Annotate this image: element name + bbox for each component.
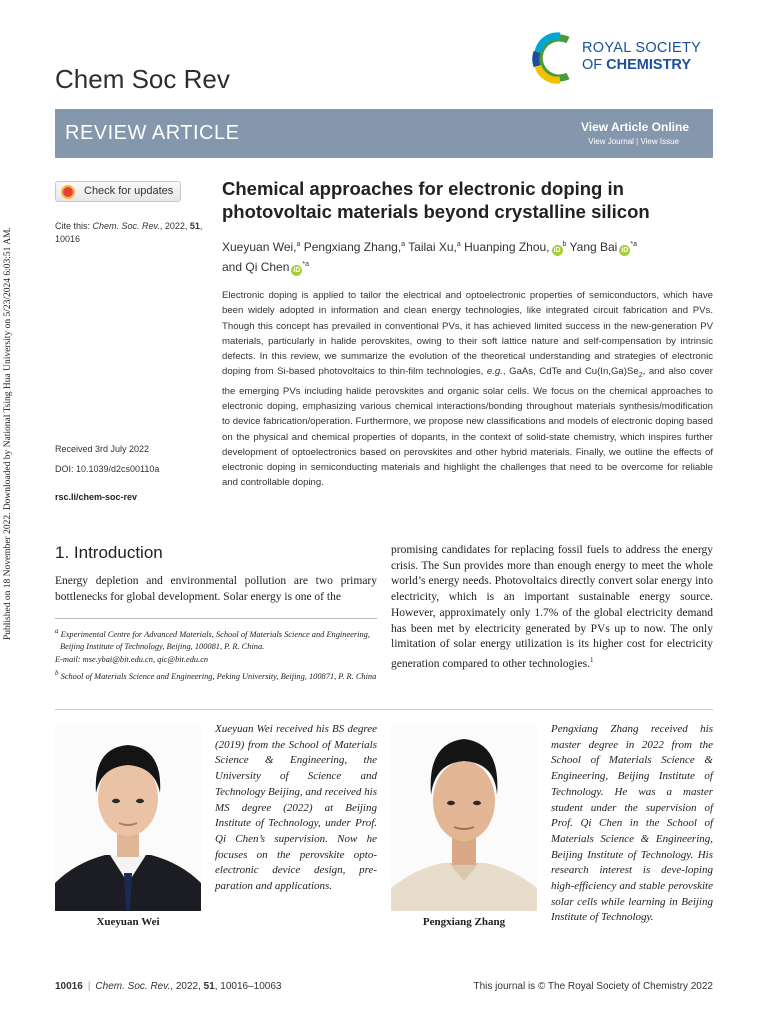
update-badge-icon [61, 185, 75, 199]
doi[interactable]: DOI: 10.1039/d2cs00110a [55, 464, 160, 474]
logo-line-2: OF CHEMISTRY [582, 57, 692, 73]
intro-paragraph-col2: promising candidates for replacing fossil fuels to address the energy crisis. The Sun provides more than enough energy to meet the whole world’s energy needs. Photovoltaics directly convert solar energy into electricity, which is an important sustainable energy source. However, approximately only 1.7% of the global electricity demand has been met by electricity generated by PVs up to now. The only limitation of solar energy utilization is its higher cost for electricity generation compared to other technologies.$^1$ [391, 544, 713, 670]
view-journal-issue-links[interactable]: View Journal | View Issue [588, 137, 679, 146]
affiliations [55, 625, 377, 683]
article-title: Chemical approaches for electronic doping in photovoltaic materials beyond crystalline silicon [222, 178, 650, 222]
author-biography: Xueyuan Wei received his BS degree (2019) from the School of Materials Science & Engineering, the University of Science and Technology Beijing, and received his MS degree (2022) at Beijing Institute of Technology, under Prof. Qi Chen’s supervision. Now he focuses on the perovskite opto-electronic device design, pre-paration and applications. [215, 723, 378, 893]
citation: Cite this: Chem. Soc. Rev., 2022, 51, 10016 [55, 221, 203, 244]
orcid-icon[interactable]: iD [293, 267, 301, 274]
orcid-icon[interactable]: iD [621, 247, 629, 254]
affiliation-a: $^a$ Experimental Centre for Advanced Materials, School of Materials Science and Engineering, Beijing Institute of Technology, Beijing, 100081, P. R. China. E-mail: mse.ybai@bit.edu.cn, qic@bit.edu.cn [55, 627, 370, 664]
intro-paragraph-col1: Energy depletion and environmental pollution are two primary bottlenecks for global development. Solar energy is one of the [55, 575, 377, 603]
author-list: Xueyuan Wei,$^a$ Pengxiang Zhang,$^a$ Tailai Xu,$^a$ Huanping Zhou, $iD^b$ Yang Bai $iD^{*a}$ and Qi Chen $iD^{*a}$ [222, 240, 637, 274]
article-type: REVIEW ARTICLE [65, 122, 240, 144]
author-photo-pengxiang-zhang [391, 723, 537, 911]
journal-url[interactable]: rsc.li/chem-soc-rev [55, 492, 138, 502]
publisher-logo[interactable] [530, 30, 720, 85]
journal-name: Chem Soc Rev [55, 64, 230, 94]
abstract: Electronic doping is applied to tailor the electrical and optoelectronic properties of semiconductors, which have been widely adopted in information and clean energy technologies, like integrated circuit fabrication and PVs. Though this concept has prevailed in conventional PVs, it has achieved limited success in the new-generation PV materials, particularly in halide perovskites, owing to their soft lattice nature and self-compensation by intrinsic defects. In this review, we summarize the evolution of the theoretical understanding and strategies of electronic doping from Si-based photovoltaics to thin-film technologies, e.g., GaAs, CdTe and $Cu(In,Ga)Se_2$, and also cover the emerging PVs including halide perovskites and organic solar cells. We focus on the chemical approaches to electronic doping, emphasizing various chemical interactions/bonding throughout materials synthesis/modification to device fabrication/operation. Furthermore, we propose new classifications and models of electronic doping based on the physical and chemical properties of dopants, in the context of solid-state chemistry, which inspires further development of optoelectronics based on perovskites and other hybrid materials. Finally, we outline the effects of electronic doping in semiconducting materials and highlight the challenges that need to be overcome for reliable and controllable doping. [222, 290, 714, 489]
download-watermark-text: Published on 18 November 2022. Downloaded by National Tsing Hua University on 5/23/2024 6:03:51 AM. [3, 227, 13, 640]
check-for-updates-button[interactable] [55, 181, 181, 202]
affiliation-b: $^b$ School of Materials Science and Engineering, Peking University, Beijing, 100871, P. R. China [55, 668, 377, 681]
rsc-logo-icon [530, 30, 578, 85]
page-footer-copyright: This journal is © The Royal Society of Chemistry 2022 [473, 981, 713, 992]
download-watermark [3, 170, 17, 640]
author-biography: Pengxiang Zhang received his master degree in 2022 from the School of Materials Science & Engineering, Beijing Institute of Technology. He was a master student under the supervision of Prof. Qi Chen in the School of Materials Science & Engineering, Beijing Institute of Technology. His research interest is deve-loping high-efficiency and stable perovskite solar cells while learning in Beijing Institute of Technology. [551, 723, 713, 924]
section-heading-introduction: 1. Introduction [55, 543, 163, 562]
page-footer-citation: 10016 | Chem. Soc. Rev., 2022, 51, 10016–10063 [55, 981, 282, 992]
received-date: Received 3rd July 2022 [55, 444, 150, 454]
reference-link[interactable]: 1 [589, 655, 594, 664]
check-for-updates-label: Check for updates [84, 185, 174, 197]
footnote-divider [55, 618, 377, 619]
logo-line-1: ROYAL SOCIETY [582, 40, 702, 56]
author-photo-xueyuan-wei [55, 723, 201, 911]
photo-caption: Xueyuan Wei [96, 916, 160, 928]
photo-caption: Pengxiang Zhang [422, 916, 506, 928]
article-banner [55, 109, 713, 158]
orcid-icon[interactable]: iD [553, 247, 561, 254]
view-article-online-link[interactable]: View Article Online [580, 120, 689, 134]
biography-divider [55, 709, 713, 710]
